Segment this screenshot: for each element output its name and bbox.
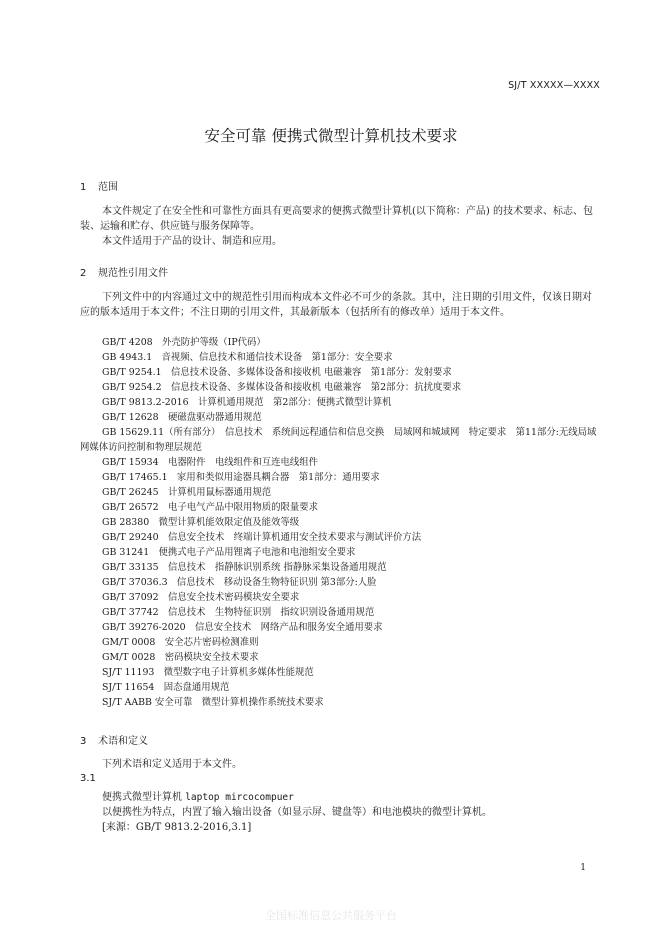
reference-item: GB 15629.11（所有部分） 信息技术 系统间远程通信和信息交换 局域网和城域网 特定要求 第11部分:无线局域网媒体访问控制和物理层规范 [80, 427, 597, 453]
reference-item: GB/T 29240 信息安全技术 终端计算机通用安全技术要求与测试评价方法 [102, 532, 422, 543]
reference-item: SJ/T 11654 固态盘通用规范 [102, 682, 230, 693]
term-definition: 以便携性为特点，内置了输入输出设备（如显示屏、键盘等）和电池模块的微型计算机。 [102, 807, 492, 818]
scope-paragraph-1: 本文件规定了在安全性和可靠性方面具有更高要求的便携式微型计算机(以下简称：产品) 的技术要求、标志、包装、运输和贮存、供应链与服务保障等。 [80, 206, 593, 232]
reference-item: GB 31241 便携式电子产品用锂离子电池和电池组安全要求 [102, 547, 356, 558]
reference-item: GB/T 37036.3 信息技术 移动设备生物特征识别 第3部分:人脸 [102, 577, 377, 588]
reference-item: GB 28380 微型计算机能效限定值及能效等级 [102, 517, 300, 528]
terms-intro: 下列术语和定义适用于本文件。 [102, 759, 242, 770]
reference-item: GB/T 9813.2-2016 计算机通用规范 第2部分：便携式微型计算机 [102, 397, 392, 408]
reference-item: GB/T 15934 电器附件 电线组件和互连电线组件 [102, 457, 318, 468]
reference-item: GB/T 17465.1 家用和类似用途器具耦合器 第1部分：通用要求 [102, 472, 380, 483]
reference-list [80, 335, 602, 710]
reference-item: GB/T 9254.2 信息技术设备、多媒体设备和接收机 电磁兼容 第2部分：抗扰度要求 [102, 382, 462, 393]
term-name [102, 788, 294, 803]
document-title: 安全可靠 便携式微型计算机技术要求 [204, 127, 458, 145]
term-name-zh: 便携式微型计算机 [102, 792, 182, 803]
references-intro: 下列文件中的内容通过文中的规范性引用而构成本文件必不可少的条款。其中，注日期的引用文件，仅该日期对应的版本适用于本文件；不注日期的引用文件，其最新版本（包括所有的修改单）适用于本文件。 [80, 292, 592, 318]
page-number: 1 [580, 863, 586, 873]
reference-item: GB 4943.1 音视频、信息技术和通信技术设备 第1部分：安全要求 [102, 352, 393, 363]
reference-item: GB/T 26572 电子电气产品中限用物质的限量要求 [102, 502, 318, 513]
section-2-heading [80, 264, 168, 279]
section-number: 1 [80, 182, 87, 193]
section-number: 2 [80, 268, 87, 279]
reference-item: SJ/T 11193 微型数字电子计算机多媒体性能规范 [102, 667, 314, 678]
section-number: 3 [80, 736, 87, 747]
scope-paragraph-2: 本文件适用于产品的设计、制造和应用。 [102, 236, 282, 247]
reference-item: GB/T 37092 信息安全技术密码模块安全要求 [102, 592, 300, 603]
watermark-text: 全国标准信息公共服务平台 [265, 909, 397, 922]
term-name-en: laptop mircocompuer [185, 792, 294, 803]
section-title: 规范性引用文件 [98, 268, 168, 279]
term-number: 3.1 [80, 773, 96, 784]
section-title: 术语和定义 [98, 736, 148, 747]
reference-item: SJ/T AABB 安全可靠 微型计算机操作系统技术要求 [102, 697, 324, 708]
reference-item: GB/T 4208 外壳防护等级（IP代码） [102, 337, 266, 348]
reference-item: GB/T 12628 硬磁盘驱动器通用规范 [102, 412, 262, 423]
reference-item: GB/T 26245 计算机用鼠标器通用规范 [102, 487, 272, 498]
reference-item: GM/T 0028 密码模块安全技术要求 [102, 652, 259, 663]
section-1-heading [80, 178, 118, 193]
term-source: [来源：GB/T 9813.2-2016,3.1] [102, 822, 252, 833]
section-3-heading [80, 732, 148, 747]
reference-item: GB/T 39276-2020 信息安全技术 网络产品和服务安全通用要求 [102, 622, 383, 633]
reference-item: GB/T 33135 信息技术 指静脉识别系统 指静脉采集设备通用规范 [102, 562, 387, 573]
standard-code: SJ/T XXXXX—XXXX [508, 80, 600, 91]
reference-item: GB/T 37742 信息技术 生物特征识别 指纹识别设备通用规范 [102, 607, 375, 618]
section-title: 范围 [98, 182, 118, 193]
reference-item: GM/T 0008 安全芯片密码检测准则 [102, 637, 259, 648]
reference-item: GB/T 9254.1 信息技术设备、多媒体设备和接收机 电磁兼容 第1部分：发射要求 [102, 367, 452, 378]
